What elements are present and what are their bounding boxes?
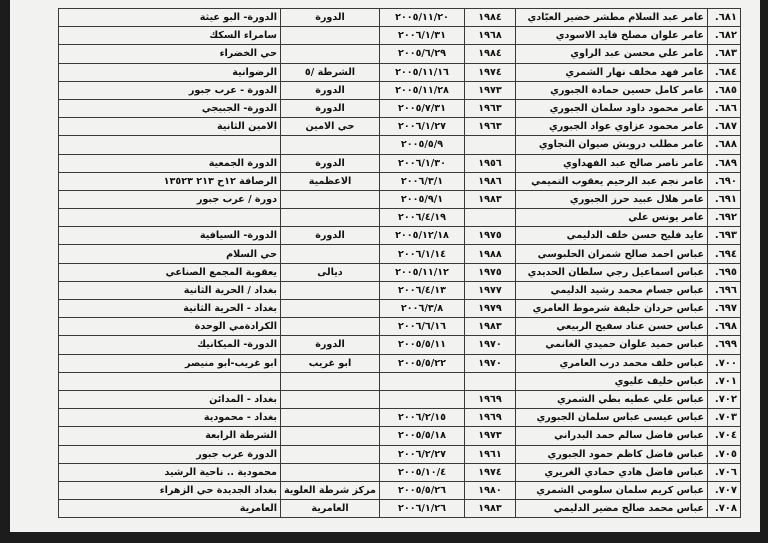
cell-addr: الدورة- البو عيثة	[59, 9, 281, 27]
cell-name: عباس فاضل سالم حمد البدراني	[516, 427, 708, 445]
cell-year: ١٩٧٧	[465, 281, 516, 299]
cell-addr	[59, 136, 281, 154]
cell-date	[380, 372, 465, 390]
cell-year: ١٩٦٩	[465, 390, 516, 408]
table-row	[59, 99, 741, 117]
cell-dept	[281, 445, 380, 463]
cell-year: ١٩٨٣	[465, 500, 516, 518]
table-row	[59, 227, 741, 245]
cell-date: ٢٠٠٦/٦/١٦	[380, 318, 465, 336]
table-row	[59, 281, 741, 299]
cell-addr: الدورة- السيافية	[59, 227, 281, 245]
cell-num: ٧٠٢.	[708, 390, 741, 408]
cell-year: ١٩٧٣	[465, 427, 516, 445]
cell-dept	[281, 409, 380, 427]
cell-date: ٢٠٠٥/٩/١	[380, 190, 465, 208]
cell-dept: الدورة	[281, 9, 380, 27]
records-table	[58, 8, 741, 518]
cell-dept: حي الامين	[281, 118, 380, 136]
table-row	[59, 463, 741, 481]
cell-name: عامر يونس علي	[516, 209, 708, 227]
cell-date: ٢٠٠٦/١/٣١	[380, 27, 465, 45]
cell-num: ٦٩٠.	[708, 172, 741, 190]
cell-addr: دورة / عرب جبور	[59, 190, 281, 208]
cell-date: ٢٠٠٥/٥/١١	[380, 336, 465, 354]
table-row	[59, 336, 741, 354]
cell-year: ١٩٥٦	[465, 154, 516, 172]
cell-num: ٦٨١.	[708, 9, 741, 27]
cell-date: ٢٠٠٦/١/١٤	[380, 245, 465, 263]
cell-date: ٢٠٠٦/٤/١٩	[380, 209, 465, 227]
cell-year: ١٩٧٤	[465, 63, 516, 81]
cell-date: ٢٠٠٦/٣/١	[380, 172, 465, 190]
cell-name: عباس جسام محمد رشيد الدليمي	[516, 281, 708, 299]
cell-addr: الدورة عرب جبور	[59, 445, 281, 463]
cell-addr: الدورة- الميكانيك	[59, 336, 281, 354]
cell-addr: حي السلام	[59, 245, 281, 263]
cell-name: عباس حميد علوان حميدي الغانمي	[516, 336, 708, 354]
cell-num: ٦٨٨.	[708, 136, 741, 154]
cell-date: ٢٠٠٦/٤/١٣	[380, 281, 465, 299]
cell-date: ٢٠٠٥/٥/٩	[380, 136, 465, 154]
table-row	[59, 390, 741, 408]
cell-dept: ديالى	[281, 263, 380, 281]
cell-year: ١٩٧٥	[465, 263, 516, 281]
cell-year: ١٩٦٣	[465, 99, 516, 117]
cell-dept	[281, 209, 380, 227]
table-row	[59, 500, 741, 518]
table-row	[59, 136, 741, 154]
cell-year: ١٩٦١	[465, 445, 516, 463]
cell-name: عباس فاضل هادي حمادي الغريري	[516, 463, 708, 481]
cell-year: ١٩٨٣	[465, 318, 516, 336]
cell-date: ٢٠٠٦/١/٢٦	[380, 500, 465, 518]
document-page	[10, 0, 760, 532]
cell-name: عباس عيسى عباس سلمان الجبوري	[516, 409, 708, 427]
cell-num: ٦٩١.	[708, 190, 741, 208]
cell-year: ١٩٦٣	[465, 118, 516, 136]
cell-dept: الدورة	[281, 81, 380, 99]
cell-addr: الكرادةمي الوحدة	[59, 318, 281, 336]
cell-num: ٧٠٥.	[708, 445, 741, 463]
cell-addr: الرضوانية	[59, 63, 281, 81]
table-row	[59, 445, 741, 463]
table-row	[59, 9, 741, 27]
cell-year	[465, 136, 516, 154]
cell-num: ٦٨٧.	[708, 118, 741, 136]
cell-name: عامر علي محسن عبد الراوي	[516, 45, 708, 63]
cell-year: ١٩٧٣	[465, 81, 516, 99]
table-row	[59, 209, 741, 227]
cell-dept	[281, 190, 380, 208]
table-row	[59, 154, 741, 172]
cell-num: ٧٠٤.	[708, 427, 741, 445]
cell-num: ٦٨٤.	[708, 63, 741, 81]
cell-year: ١٩٧٤	[465, 463, 516, 481]
cell-name: عامر مطلب درويش صيوان النجاوي	[516, 136, 708, 154]
table-row	[59, 372, 741, 390]
cell-addr: الدورة- الجبيجي	[59, 99, 281, 117]
cell-addr	[59, 209, 281, 227]
cell-date: ٢٠٠٥/٥/٢٢	[380, 354, 465, 372]
cell-num: ٦٩٨.	[708, 318, 741, 336]
cell-year: ١٩٦٨	[465, 27, 516, 45]
cell-num: ٧٠٦.	[708, 463, 741, 481]
cell-num: ٦٩٣.	[708, 227, 741, 245]
cell-name: عايد فليح حسن خلف الدليمي	[516, 227, 708, 245]
cell-date: ٢٠٠٦/٢/١٥	[380, 409, 465, 427]
cell-name: عباس حسن عناد سفيح الربيعي	[516, 318, 708, 336]
cell-date: ٢٠٠٦/١/٣٠	[380, 154, 465, 172]
cell-dept: الدورة	[281, 336, 380, 354]
cell-year	[465, 372, 516, 390]
table-row	[59, 263, 741, 281]
cell-name: عباس فاضل كاظم حمود الجبوري	[516, 445, 708, 463]
cell-dept	[281, 45, 380, 63]
cell-date: ٢٠٠٦/٢/٢٧	[380, 445, 465, 463]
cell-name: عامر عبد السلام مطشر خضير العبّادي	[516, 9, 708, 27]
cell-addr: الرصافة ١٢ح ٢١٣ ١٣٥٢٣	[59, 172, 281, 190]
table-row	[59, 409, 741, 427]
table-row	[59, 45, 741, 63]
cell-year: ١٩٧٩	[465, 300, 516, 318]
cell-num: ٦٨٥.	[708, 81, 741, 99]
cell-year: ١٩٨٤	[465, 45, 516, 63]
cell-date: ٢٠٠٥/١١/٢٨	[380, 81, 465, 99]
cell-num: ٦٨٦.	[708, 99, 741, 117]
cell-dept	[281, 136, 380, 154]
cell-name: عباس خلف محمد درب العامري	[516, 354, 708, 372]
cell-num: ٦٩٩.	[708, 336, 741, 354]
cell-name: عباس كريم سلمان سلومي الشمري	[516, 481, 708, 499]
cell-addr: بغداد - محمودية	[59, 409, 281, 427]
cell-num: ٦٩٥.	[708, 263, 741, 281]
cell-dept: الدورة	[281, 227, 380, 245]
cell-date: ٢٠٠٥/١١/١٦	[380, 63, 465, 81]
cell-dept	[281, 27, 380, 45]
cell-date	[380, 390, 465, 408]
cell-name: عامر نجم عبد الرحيم يعقوب التميمي	[516, 172, 708, 190]
cell-year	[465, 209, 516, 227]
cell-addr: حي الخضراء	[59, 45, 281, 63]
table-row	[59, 481, 741, 499]
cell-addr: بغداد / الحرية الثانية	[59, 281, 281, 299]
cell-num: ٧٠٧.	[708, 481, 741, 499]
cell-name: عباس خليف عليوي	[516, 372, 708, 390]
cell-dept	[281, 245, 380, 263]
table-row	[59, 354, 741, 372]
cell-name: عامر محمود عزاوي عواد الجبوري	[516, 118, 708, 136]
cell-dept	[281, 300, 380, 318]
cell-num: ٦٩٢.	[708, 209, 741, 227]
cell-year: ١٩٧٠	[465, 354, 516, 372]
cell-name: عباس اسماعيل رجي سلطان الحديدي	[516, 263, 708, 281]
table-row	[59, 63, 741, 81]
cell-num: ٦٨٢.	[708, 27, 741, 45]
table-row	[59, 190, 741, 208]
cell-num: ٦٩٦.	[708, 281, 741, 299]
cell-name: عامر علوان مصلح فايد الاسودي	[516, 27, 708, 45]
cell-year: ١٩٨٦	[465, 172, 516, 190]
cell-dept: ابو غريب	[281, 354, 380, 372]
cell-date: ٢٠٠٥/٥/٢٦	[380, 481, 465, 499]
table-row	[59, 81, 741, 99]
cell-num: ٦٩٧.	[708, 300, 741, 318]
cell-dept	[281, 390, 380, 408]
table-row	[59, 300, 741, 318]
cell-year: ١٩٨٨	[465, 245, 516, 263]
cell-dept	[281, 281, 380, 299]
cell-num: ٧٠٣.	[708, 409, 741, 427]
cell-date: ٢٠٠٥/١٢/١٨	[380, 227, 465, 245]
cell-date: ٢٠٠٥/٧/٣١	[380, 99, 465, 117]
cell-num: ٦٩٤.	[708, 245, 741, 263]
cell-date: ٢٠٠٦/١/٢٧	[380, 118, 465, 136]
cell-name: عامر فهد مخلف نهار الشمري	[516, 63, 708, 81]
cell-num: ٧٠٨.	[708, 500, 741, 518]
cell-addr: بغداد الجديدة حي الزهراء	[59, 481, 281, 499]
cell-year: ١٩٨٤	[465, 9, 516, 27]
cell-name: عباس محمد صالح مضير الدليمي	[516, 500, 708, 518]
table-row	[59, 427, 741, 445]
cell-dept: الشرطة /٥	[281, 63, 380, 81]
cell-num: ٦٨٣.	[708, 45, 741, 63]
cell-num: ٧٠١.	[708, 372, 741, 390]
cell-addr: بغداد - الحرية الثانية	[59, 300, 281, 318]
cell-name: عباس علي عطيه بطي الشمري	[516, 390, 708, 408]
cell-addr: يعقوبة المجمع الصناعي	[59, 263, 281, 281]
cell-dept: العامرية	[281, 500, 380, 518]
table-row	[59, 172, 741, 190]
table-row	[59, 27, 741, 45]
cell-addr: بغداد - المدائن	[59, 390, 281, 408]
cell-year: ١٩٨٠	[465, 481, 516, 499]
cell-year: ١٩٧٠	[465, 336, 516, 354]
records-table-body	[59, 9, 741, 518]
cell-date: ٢٠٠٥/١١/١٢	[380, 263, 465, 281]
cell-addr: الدورة الجمعية	[59, 154, 281, 172]
cell-date: ٢٠٠٥/١١/٢٠	[380, 9, 465, 27]
cell-name: عامر ناصر صالح عبد الفهداوي	[516, 154, 708, 172]
cell-num: ٦٨٩.	[708, 154, 741, 172]
cell-dept	[281, 463, 380, 481]
cell-dept: الدورة	[281, 154, 380, 172]
cell-name: عامر هلال عبيد حرز الجبوري	[516, 190, 708, 208]
cell-date: ٢٠٠٥/٦/٢٩	[380, 45, 465, 63]
cell-addr: محمودية .. ناحية الرشيد	[59, 463, 281, 481]
cell-name: عامر محمود داود سلمان الجبوري	[516, 99, 708, 117]
cell-name: عامر كامل حسين حمادة الجبوري	[516, 81, 708, 99]
cell-dept	[281, 427, 380, 445]
table-row	[59, 245, 741, 263]
cell-addr	[59, 372, 281, 390]
cell-date: ٢٠٠٦/٣/٨	[380, 300, 465, 318]
table-row	[59, 318, 741, 336]
cell-dept	[281, 372, 380, 390]
cell-year: ١٩٨٣	[465, 190, 516, 208]
cell-date: ٢٠٠٥/٥/١٨	[380, 427, 465, 445]
cell-name: عباس حردان خليفة شرموط العامري	[516, 300, 708, 318]
table-row	[59, 118, 741, 136]
cell-dept: مركز شرطة العلوية	[281, 481, 380, 499]
cell-addr: العامرية	[59, 500, 281, 518]
cell-year: ١٩٦٩	[465, 409, 516, 427]
cell-addr: الشرطة الرابعة	[59, 427, 281, 445]
cell-date: ٢٠٠٥/١٠/٤	[380, 463, 465, 481]
cell-num: ٧٠٠.	[708, 354, 741, 372]
cell-addr: الدورة - عرب جبور	[59, 81, 281, 99]
cell-dept	[281, 318, 380, 336]
cell-dept: الاعظمية	[281, 172, 380, 190]
cell-year: ١٩٧٥	[465, 227, 516, 245]
cell-dept: الدورة	[281, 99, 380, 117]
cell-addr: ابو غريب-ابو منيصر	[59, 354, 281, 372]
cell-name: عباس احمد صالح شمران الحلبوسي	[516, 245, 708, 263]
cell-addr: سامراء السكك	[59, 27, 281, 45]
cell-addr: الامين الثانية	[59, 118, 281, 136]
